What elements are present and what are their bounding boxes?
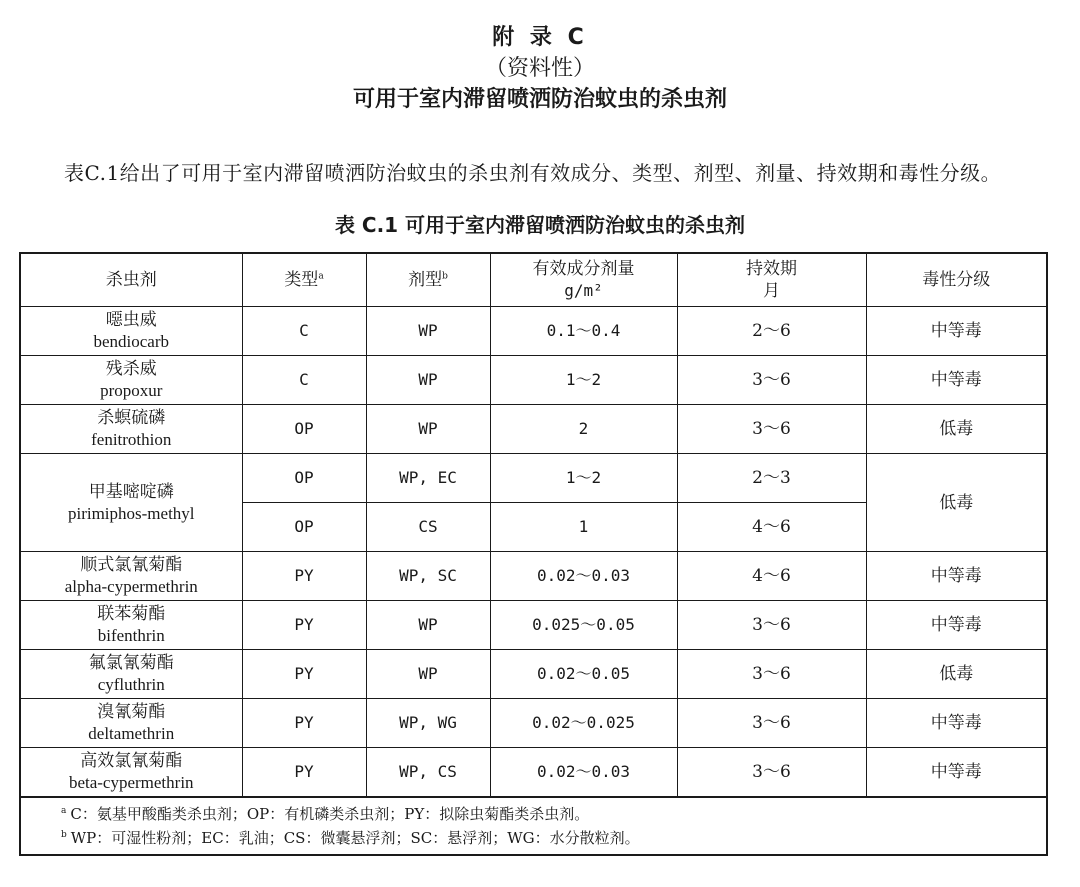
appendix-title: 附 录 C [492, 25, 588, 50]
footnote-mark-a: a [318, 271, 324, 282]
cell-type: C [242, 307, 366, 356]
cell-type: OP [242, 503, 366, 552]
table-row [20, 307, 1047, 356]
cell-insecticide: 联苯菊酯 bifenthrin [20, 601, 242, 650]
footnote-a: $^a$ C：氨基甲酸酯类杀虫剂；OP：有机磷类杀虫剂；PY：拟除虫菊酯类杀虫剂。 [61, 804, 590, 823]
cell-duration: 2～3 [677, 454, 866, 503]
cell-type: OP [242, 405, 366, 454]
cell-duration: 2～6 [677, 307, 866, 356]
cell-dose: 0.02～0.025 [490, 699, 677, 748]
cell-dose: 0.02～0.05 [490, 650, 677, 699]
cell-type: PY [242, 552, 366, 601]
cell-toxicity: 低毒 [866, 650, 1047, 699]
cell-formulation: WP, EC [366, 454, 490, 503]
table-row [20, 454, 1047, 503]
cell-formulation: WP [366, 601, 490, 650]
cell-insecticide: 顺式氯氰菊酯 alpha-cypermethrin [20, 552, 242, 601]
cell-insecticide: 杀螟硫磷 fenitrothion [20, 405, 242, 454]
cell-type: OP [242, 454, 366, 503]
footnote-mark-b: b [442, 271, 448, 282]
cell-formulation: CS [366, 503, 490, 552]
cell-formulation: WP [366, 405, 490, 454]
cell-insecticide: 甲基嘧啶磷 pirimiphos-methyl [20, 454, 242, 552]
cell-formulation: WP [366, 650, 490, 699]
cell-formulation: WP [366, 356, 490, 405]
cell-toxicity: 中等毒 [866, 601, 1047, 650]
table-row [20, 552, 1047, 601]
cell-formulation: WP, SC [366, 552, 490, 601]
header-duration-unit: 月 [763, 281, 780, 301]
cell-type: PY [242, 650, 366, 699]
table-row [20, 748, 1047, 797]
appendix-nature: （资料性） [484, 56, 595, 81]
cell-insecticide: 残杀威 propoxur [20, 356, 242, 405]
cell-toxicity: 低毒 [866, 454, 1047, 552]
table-row [20, 356, 1047, 405]
cell-insecticide: 溴氰菊酯 deltamethrin [20, 699, 242, 748]
cell-duration: 3～6 [677, 356, 866, 405]
cell-duration: 3～6 [677, 699, 866, 748]
table-row [20, 405, 1047, 454]
cell-duration: 3～6 [677, 650, 866, 699]
footnote-b: $^b$ WP：可湿性粉剂；EC：乳油；CS：微囊悬浮剂；SC：悬浮剂；WG：水分散粒剂。 [61, 828, 640, 847]
cell-type: C [242, 356, 366, 405]
cell-formulation: WP [366, 307, 490, 356]
cell-toxicity: 中等毒 [866, 748, 1047, 797]
cell-dose: 1～2 [490, 356, 677, 405]
cell-type: PY [242, 601, 366, 650]
table-row [20, 699, 1047, 748]
cell-toxicity: 低毒 [866, 405, 1047, 454]
table-row [20, 650, 1047, 699]
cell-duration: 3～6 [677, 601, 866, 650]
table-footnotes [20, 797, 1047, 855]
cell-dose: 0.1～0.4 [490, 307, 677, 356]
cell-dose: 1～2 [490, 454, 677, 503]
table-caption: 表 C.1 可用于室内滞留喷洒防治蚊虫的杀虫剂 [334, 213, 746, 237]
cell-dose: 0.025～0.05 [490, 601, 677, 650]
cell-duration: 4～6 [677, 503, 866, 552]
header-formulation: 剂型$^b$ [366, 253, 490, 307]
cell-duration: 3～6 [677, 748, 866, 797]
cell-dose: 1 [490, 503, 677, 552]
cell-insecticide: 高效氯氰菊酯 beta-cypermethrin [20, 748, 242, 797]
header-row [20, 253, 1047, 307]
cell-formulation: WP, CS [366, 748, 490, 797]
header-dose: 有效成分剂量 g/m² [490, 253, 677, 307]
cell-toxicity: 中等毒 [866, 699, 1047, 748]
cell-dose: 0.02～0.03 [490, 552, 677, 601]
header-duration: 持效期 月 [677, 253, 866, 307]
intro-paragraph: 表C.1给出了可用于室内滞留喷洒防治蚊虫的杀虫剂有效成分、类型、剂型、剂量、持效期和毒性分级。 [64, 161, 1002, 185]
cell-type: PY [242, 699, 366, 748]
cell-toxicity: 中等毒 [866, 356, 1047, 405]
cell-duration: 4～6 [677, 552, 866, 601]
cell-toxicity: 中等毒 [866, 307, 1047, 356]
header-insecticide: 杀虫剂 [20, 253, 242, 307]
cell-toxicity: 中等毒 [866, 552, 1047, 601]
cell-dose: 2 [490, 405, 677, 454]
cell-duration: 3～6 [677, 405, 866, 454]
table-row [20, 601, 1047, 650]
insecticide-table [19, 252, 1048, 856]
cell-type: PY [242, 748, 366, 797]
cell-dose: 0.02～0.03 [490, 748, 677, 797]
header-toxicity: 毒性分级 [866, 253, 1047, 307]
header-dose-unit: g/m² [564, 281, 603, 300]
appendix-heading: 可用于室内滞留喷洒防治蚊虫的杀虫剂 [352, 87, 727, 112]
cell-insecticide: 噁虫威 bendiocarb [20, 307, 242, 356]
footnote-row [20, 797, 1047, 855]
cell-insecticide: 氟氯氰菊酯 cyfluthrin [20, 650, 242, 699]
cell-formulation: WP, WG [366, 699, 490, 748]
header-type: 类型$^a$ [242, 253, 366, 307]
